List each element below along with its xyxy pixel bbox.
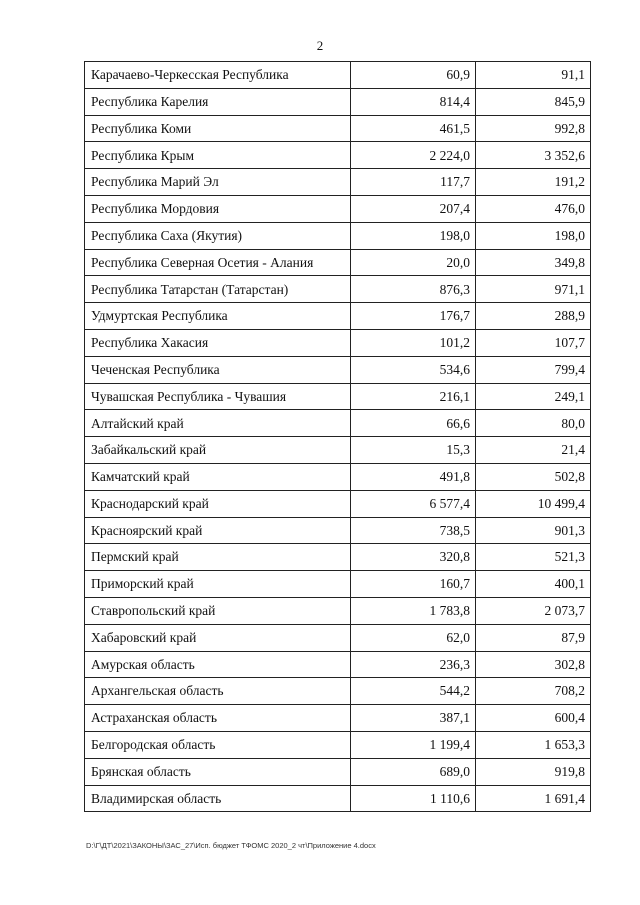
region-name-cell: Белгородская область (85, 731, 351, 758)
value-cell-col2: 66,6 (351, 410, 476, 437)
value-cell-col3: 91,1 (476, 62, 591, 89)
value-cell-col3: 349,8 (476, 249, 591, 276)
value-cell-col2: 1 110,6 (351, 785, 476, 812)
table-row (85, 544, 591, 571)
table-row (85, 356, 591, 383)
table-row (85, 731, 591, 758)
value-cell-col2: 814,4 (351, 88, 476, 115)
value-cell-col2: 320,8 (351, 544, 476, 571)
table-row (85, 597, 591, 624)
value-cell-col2: 461,5 (351, 115, 476, 142)
region-name-cell: Камчатский край (85, 463, 351, 490)
region-name-cell: Республика Хакасия (85, 329, 351, 356)
region-name-cell: Алтайский край (85, 410, 351, 437)
value-cell-col2: 216,1 (351, 383, 476, 410)
table-row (85, 249, 591, 276)
footer-file-path: D:\Г\ДТ\2021\ЗАКОНЫ\ЗАС_27\Исп. бюджет ТФОМС 2020_2 чт\Приложение 4.docx (86, 841, 376, 850)
region-name-cell: Приморский край (85, 571, 351, 598)
value-cell-col3: 21,4 (476, 437, 591, 464)
table-row (85, 62, 591, 89)
value-cell-col3: 502,8 (476, 463, 591, 490)
value-cell-col2: 876,3 (351, 276, 476, 303)
value-cell-col2: 236,3 (351, 651, 476, 678)
value-cell-col3: 992,8 (476, 115, 591, 142)
value-cell-col3: 191,2 (476, 169, 591, 196)
table-row (85, 517, 591, 544)
value-cell-col3: 3 352,6 (476, 142, 591, 169)
budget-table-body (85, 62, 591, 812)
value-cell-col2: 160,7 (351, 571, 476, 598)
value-cell-col3: 708,2 (476, 678, 591, 705)
value-cell-col3: 400,1 (476, 571, 591, 598)
page-number: 2 (316, 38, 324, 53)
table-row (85, 571, 591, 598)
table-row (85, 142, 591, 169)
region-name-cell: Республика Саха (Якутия) (85, 222, 351, 249)
value-cell-col2: 1 783,8 (351, 597, 476, 624)
region-name-cell: Пермский край (85, 544, 351, 571)
value-cell-col2: 62,0 (351, 624, 476, 651)
table-row (85, 303, 591, 330)
region-name-cell: Забайкальский край (85, 437, 351, 464)
value-cell-col2: 491,8 (351, 463, 476, 490)
value-cell-col3: 919,8 (476, 758, 591, 785)
value-cell-col2: 738,5 (351, 517, 476, 544)
value-cell-col3: 302,8 (476, 651, 591, 678)
table-row (85, 276, 591, 303)
value-cell-col3: 1 691,4 (476, 785, 591, 812)
table-row (85, 88, 591, 115)
region-name-cell: Республика Коми (85, 115, 351, 142)
region-name-cell: Красноярский край (85, 517, 351, 544)
value-cell-col3: 80,0 (476, 410, 591, 437)
value-cell-col2: 176,7 (351, 303, 476, 330)
region-name-cell: Брянская область (85, 758, 351, 785)
value-cell-col2: 544,2 (351, 678, 476, 705)
table-row (85, 383, 591, 410)
region-name-cell: Астраханская область (85, 705, 351, 732)
region-name-cell: Республика Татарстан (Татарстан) (85, 276, 351, 303)
value-cell-col2: 1 199,4 (351, 731, 476, 758)
table-row (85, 624, 591, 651)
table-row (85, 651, 591, 678)
value-cell-col2: 198,0 (351, 222, 476, 249)
value-cell-col2: 15,3 (351, 437, 476, 464)
region-name-cell: Архангельская область (85, 678, 351, 705)
table-row (85, 222, 591, 249)
table-row (85, 678, 591, 705)
region-name-cell: Чувашская Республика - Чувашия (85, 383, 351, 410)
value-cell-col3: 2 073,7 (476, 597, 591, 624)
value-cell-col3: 249,1 (476, 383, 591, 410)
value-cell-col2: 117,7 (351, 169, 476, 196)
value-cell-col3: 198,0 (476, 222, 591, 249)
table-row (85, 490, 591, 517)
value-cell-col3: 521,3 (476, 544, 591, 571)
value-cell-col2: 6 577,4 (351, 490, 476, 517)
region-name-cell: Чеченская Республика (85, 356, 351, 383)
value-cell-col3: 476,0 (476, 195, 591, 222)
region-name-cell: Удмуртская Республика (85, 303, 351, 330)
region-name-cell: Хабаровский край (85, 624, 351, 651)
table-row (85, 169, 591, 196)
table-row (85, 785, 591, 812)
value-cell-col2: 101,2 (351, 329, 476, 356)
table-row (85, 705, 591, 732)
value-cell-col2: 20,0 (351, 249, 476, 276)
region-name-cell: Республика Северная Осетия - Алания (85, 249, 351, 276)
table-row (85, 463, 591, 490)
table-row (85, 758, 591, 785)
region-name-cell: Республика Карелия (85, 88, 351, 115)
table-row (85, 195, 591, 222)
value-cell-col2: 689,0 (351, 758, 476, 785)
value-cell-col3: 901,3 (476, 517, 591, 544)
value-cell-col3: 600,4 (476, 705, 591, 732)
table-row (85, 115, 591, 142)
value-cell-col3: 87,9 (476, 624, 591, 651)
value-cell-col2: 387,1 (351, 705, 476, 732)
region-name-cell: Республика Крым (85, 142, 351, 169)
table-row (85, 410, 591, 437)
table-row (85, 437, 591, 464)
value-cell-col2: 2 224,0 (351, 142, 476, 169)
value-cell-col3: 845,9 (476, 88, 591, 115)
value-cell-col2: 207,4 (351, 195, 476, 222)
region-name-cell: Ставропольский край (85, 597, 351, 624)
value-cell-col2: 534,6 (351, 356, 476, 383)
value-cell-col3: 799,4 (476, 356, 591, 383)
region-name-cell: Краснодарский край (85, 490, 351, 517)
value-cell-col2: 60,9 (351, 62, 476, 89)
region-name-cell: Карачаево-Черкесская Республика (85, 62, 351, 89)
value-cell-col3: 10 499,4 (476, 490, 591, 517)
value-cell-col3: 1 653,3 (476, 731, 591, 758)
region-name-cell: Владимирская область (85, 785, 351, 812)
budget-table (84, 61, 591, 812)
value-cell-col3: 107,7 (476, 329, 591, 356)
value-cell-col3: 971,1 (476, 276, 591, 303)
value-cell-col3: 288,9 (476, 303, 591, 330)
region-name-cell: Республика Марий Эл (85, 169, 351, 196)
region-name-cell: Республика Мордовия (85, 195, 351, 222)
table-row (85, 329, 591, 356)
region-name-cell: Амурская область (85, 651, 351, 678)
